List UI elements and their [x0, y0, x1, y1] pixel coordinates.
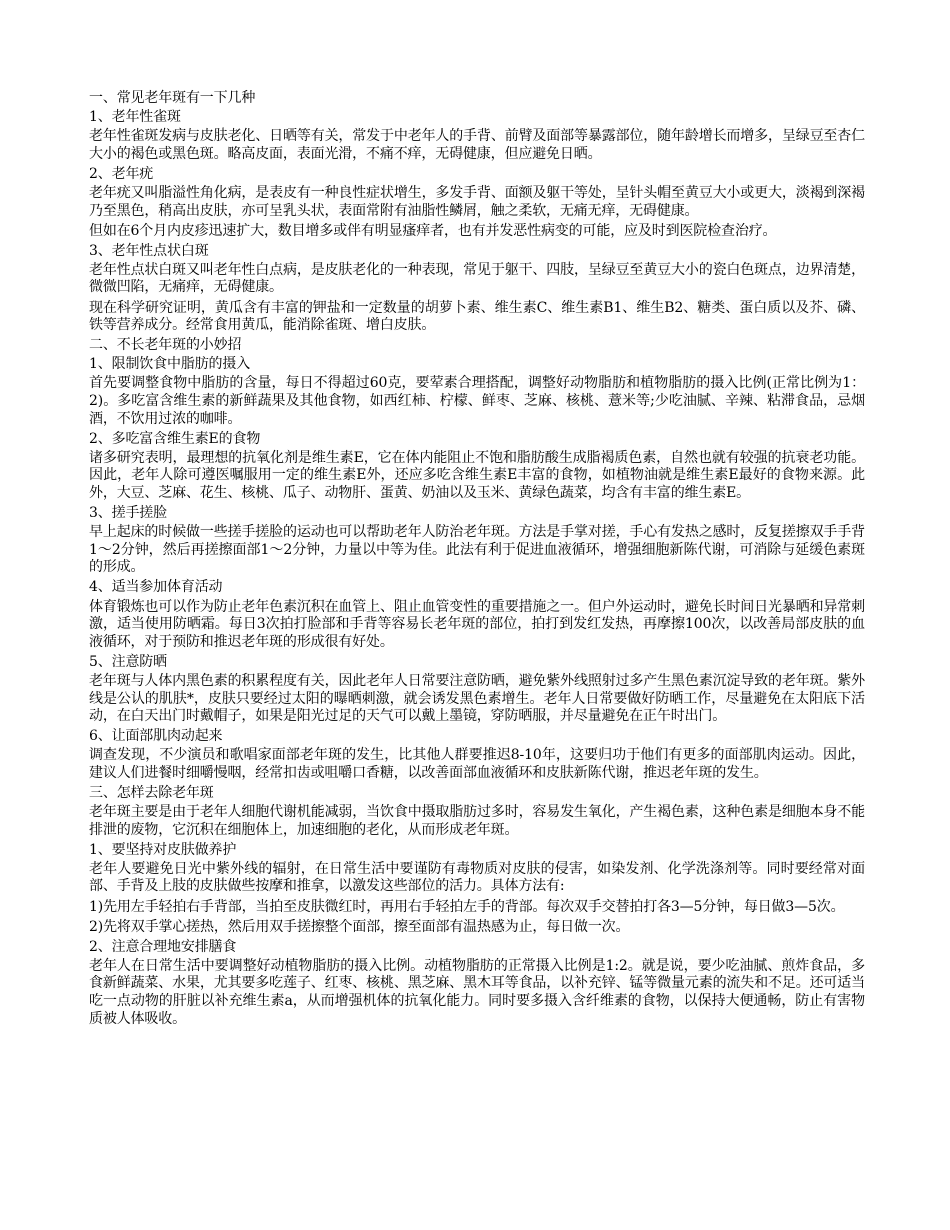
subsection-heading: 1、老年性雀斑	[89, 109, 181, 126]
body-paragraph: 老年人要避免日光中紫外线的辐射，在日常生活中要谨防有毒物质对皮肤的侵害，如染发剂、化学洗涤剂等。同时要经常对面部、手背及上肢的皮肤做些按摩和推拿，以激发这些部位的活力。具体方法有:	[89, 860, 865, 895]
body-paragraph: 早上起床的时候做一些搓手搓脸的运动也可以帮助老年人防治老年斑。方法是手掌对搓，手心有发热之感时，反复搓擦双手手背1～2分钟，然后再搓擦面部1～2分钟，力量以中等为佳。此法有利于促进血液循环，增强细胞新陈代谢，可消除与延缓色素斑的形成。	[89, 524, 865, 576]
subsection-heading: 3、搓手搓脸	[89, 505, 168, 522]
section-heading: 二、不长老年斑的小妙招	[89, 337, 242, 354]
subsection-heading: 2、多吃富含维生素E的食物	[89, 430, 261, 447]
body-paragraph: 2)先将双手掌心搓热，然后用双手搓擦整个面部，擦至面部有温热感为止，每日做一次。	[89, 918, 630, 935]
body-paragraph: 老年斑与人体内黑色素的积累程度有关，因此老年人日常要注意防晒，避免紫外线照射过多产生黑色素沉淀导致的老年斑。紫外线是公认的肌肤*，皮肤只要经过太阳的曝晒刺激，就会诱发黑色素增生。老年人日常要做好防晒工作，尽量避免在太阳底下活动，在白天出门时戴帽子，如果是阳光过足的天气可以戴上墨镜，穿防晒服，并尽量避免在正午时出门。	[89, 672, 865, 725]
body-paragraph: 首先要调整食物中脂肪的含量，每日不得超过60克，要荤素合理搭配，调整好动物脂肪和植物脂肪的摄入比例(正常比例为1：2)。多吃富含维生素的新鲜蔬果及其他食物，如西红柿、柠檬、鲜枣、芝麻、核桃、薏米等;少吃油腻、辛辣、粘滞食品，忌烟酒，不饮用过浓的咖啡。	[89, 375, 865, 427]
body-paragraph: 调查发现，不少演员和歌唱家面部老年斑的发生，比其他人群要推迟8-10年，这要归功于他们有更多的面部肌肉运动。因此，建议人们进餐时细嚼慢咽，经常扣齿或咀嚼口香糖，以改善面部血液循环和皮肤新陈代谢，推迟老年斑的发生。	[89, 747, 865, 781]
body-paragraph: 现在科学研究证明，黄瓜含有丰富的钾盐和一定数量的胡萝卜素、维生素C、维生素B1、维生B2、糖类、蛋白质以及芥、磷、铁等营养成分。经常食用黄瓜，能消除雀斑、增白皮肤。	[89, 299, 865, 334]
section-heading: 一、常见老年斑有一下几种	[89, 90, 256, 106]
subsection-heading: 1、限制饮食中脂肪的摄入	[89, 356, 251, 373]
subsection-heading: 4、适当参加体育活动	[89, 579, 223, 596]
body-paragraph: 老年性雀斑发病与皮肤老化、日晒等有关，常发于中老年人的手背、前臂及面部等暴露部位，随年龄增长而增多，呈绿豆至杏仁大小的褐色或黑色斑。略高皮面，表面光滑，不痛不痒，无碍健康，但应避免日晒。	[89, 128, 865, 162]
body-paragraph: 诸多研究表明，最理想的抗氧化剂是维生素E，它在体内能阻止不饱和脂肪酸生成脂褐质色素，自然也就有较强的抗衰老功能。因此，老年人除可遵医嘱服用一定的维生素E外，还应多吃含维生素E丰富的食物，如植物油就是维生素E最好的食物来源。此外，大豆、芝麻、花生、核桃、瓜子、动物肝、蛋黄、奶油以及玉米、黄绿色蔬菜，均含有丰富的维生素E。	[89, 449, 865, 501]
subsection-heading: 6、让面部肌肉动起来	[89, 728, 223, 745]
subsection-heading: 2、注意合理地安排膳食	[89, 938, 237, 955]
subsection-heading: 1、要坚持对皮肤做养护	[89, 841, 237, 858]
document-body	[89, 90, 865, 1031]
body-paragraph: 老年人在日常生活中要调整好动植物脂肪的摄入比例。动植物脂肪的正常摄入比例是1:2。就是说，要少吃油腻、煎炸食品，多食新鲜蔬菜、水果，尤其要多吃莲子、红枣、核桃、黑芝麻、黑木耳等食品，以补充锌、锰等微量元素的流失和不足。还可适当吃一点动物的肝脏以补充维生素a，从而增强机体的抗氧化能力。同时要多摄入含纤维素的食物，以保持大便通畅，防止有害物质被人体吸收。	[89, 957, 865, 1027]
section-heading: 三、怎样去除老年斑	[89, 784, 214, 801]
body-paragraph: 但如在6个月内皮疹迅速扩大，数目增多或伴有明显瘙痒者，也有并发恶性病变的可能，应及时到医院检查治疗。	[89, 222, 777, 239]
subsection-heading: 3、老年性点状白斑	[89, 242, 209, 259]
body-paragraph: 1)先用左手轻拍右手背部，当拍至皮肤微红时，再用右手轻拍左手的背部。每次双手交替拍打各3—5分钟，每日做3—5次。	[89, 898, 845, 915]
body-paragraph: 老年疣又叫脂溢性角化病，是表皮有一种良性症状增生，多发手背、面额及躯干等处，呈针头帽至黄豆大小或更大，淡褐到深褐乃至黑色，稍高出皮肤，亦可呈乳头状，表面常附有油脂性鳞屑，触之柔软，无痛无痒，无碍健康。	[89, 184, 865, 219]
subsection-heading: 2、老年疣	[89, 165, 154, 182]
subsection-heading: 5、注意防晒	[89, 653, 168, 670]
body-paragraph: 老年斑主要是由于老年人细胞代谢机能减弱，当饮食中摄取脂肪过多时，容易发生氧化，产生褐色素，这种色素是细胞本身不能排泄的废物，它沉积在细胞体上，加速细胞的老化，从而形成老年斑。	[89, 804, 865, 838]
body-paragraph: 体育锻炼也可以作为防止老年色素沉积在血管上、阻止血管变性的重要措施之一。但户外运动时，避免长时间日光暴晒和异常刺激，适当使用防晒霜。每日3次拍打脸部和手背等容易长老年斑的部位，拍打到发红发热，再摩擦100次，以改善局部皮肤的血液循环，对于预防和推迟老年斑的形成很有好处。	[89, 598, 865, 650]
body-paragraph: 老年性点状白斑又叫老年性白点病，是皮肤老化的一种表现，常见于躯干、四肢，呈绿豆至黄豆大小的瓷白色斑点，边界清楚，微微凹陷，无痛痒，无碍健康。	[89, 261, 865, 296]
